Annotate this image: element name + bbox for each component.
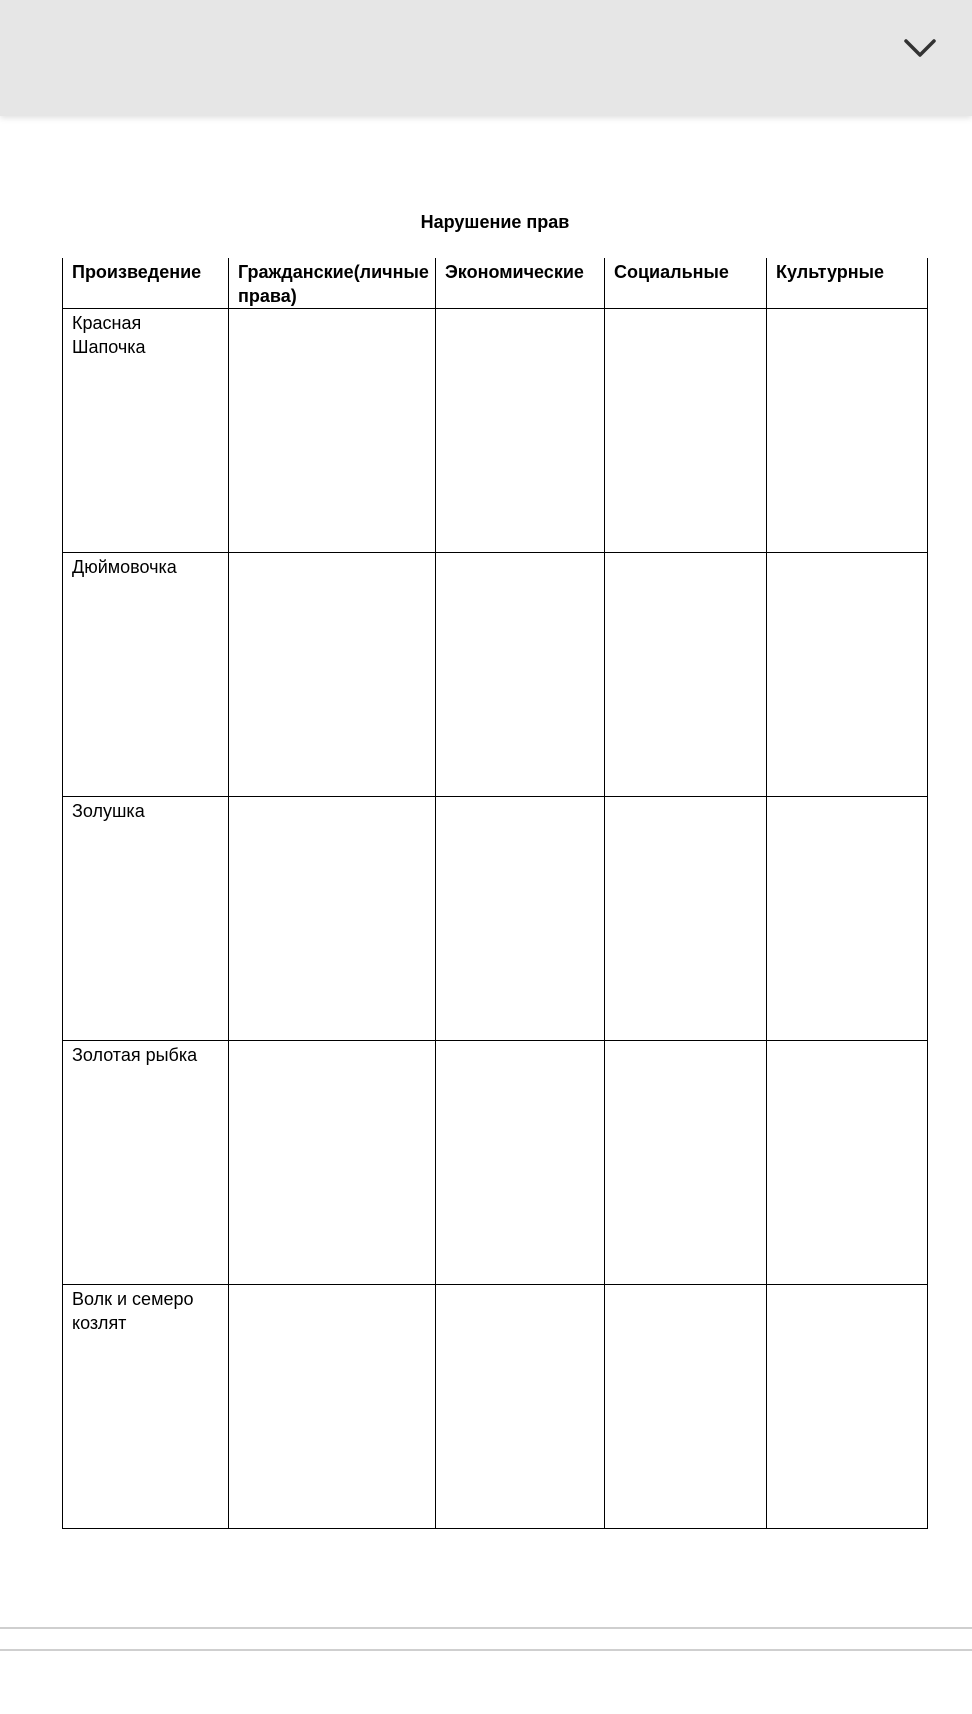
table-cell xyxy=(229,553,436,797)
table-cell xyxy=(436,309,605,553)
table-cell xyxy=(767,309,928,553)
table-cell xyxy=(605,1285,767,1529)
collapse-button[interactable] xyxy=(898,30,942,66)
rights-table xyxy=(62,258,928,1529)
column-header-cultural: Культурные xyxy=(767,258,928,309)
column-header-economic: Экономические xyxy=(436,258,605,309)
table-cell-work: Золушка xyxy=(63,797,229,1041)
table-cell xyxy=(436,553,605,797)
table-row xyxy=(63,1041,928,1285)
table-header-row xyxy=(63,258,928,309)
table-cell xyxy=(605,797,767,1041)
table-cell xyxy=(767,1041,928,1285)
footer-divider xyxy=(0,1627,972,1629)
table-cell-work: Красная Шапочка xyxy=(63,309,229,553)
column-header-work: Произведение xyxy=(63,258,229,309)
table-cell-work: Дюймовочка xyxy=(63,553,229,797)
table-cell xyxy=(767,797,928,1041)
table-cell xyxy=(436,1285,605,1529)
table-cell-work: Золотая рыбка xyxy=(63,1041,229,1285)
table-cell xyxy=(229,1285,436,1529)
table-row xyxy=(63,797,928,1041)
table-row xyxy=(63,1285,928,1529)
document-title: Нарушение прав xyxy=(420,212,570,232)
table-cell xyxy=(605,553,767,797)
table-cell xyxy=(767,553,928,797)
table-cell-work: Волк и семеро козлят xyxy=(63,1285,229,1529)
table-cell xyxy=(605,1041,767,1285)
chevron-down-icon xyxy=(898,30,942,66)
table-cell xyxy=(436,797,605,1041)
table-row xyxy=(63,309,928,553)
table-row xyxy=(63,553,928,797)
table-cell xyxy=(767,1285,928,1529)
table-cell xyxy=(229,1041,436,1285)
column-header-civil: Гражданские(личные права) xyxy=(229,258,436,309)
top-toolbar xyxy=(0,0,972,116)
footer-divider xyxy=(0,1649,972,1651)
table-cell xyxy=(436,1041,605,1285)
column-header-social: Социальные xyxy=(605,258,767,309)
table-cell xyxy=(605,309,767,553)
table-cell xyxy=(229,797,436,1041)
table-cell xyxy=(229,309,436,553)
